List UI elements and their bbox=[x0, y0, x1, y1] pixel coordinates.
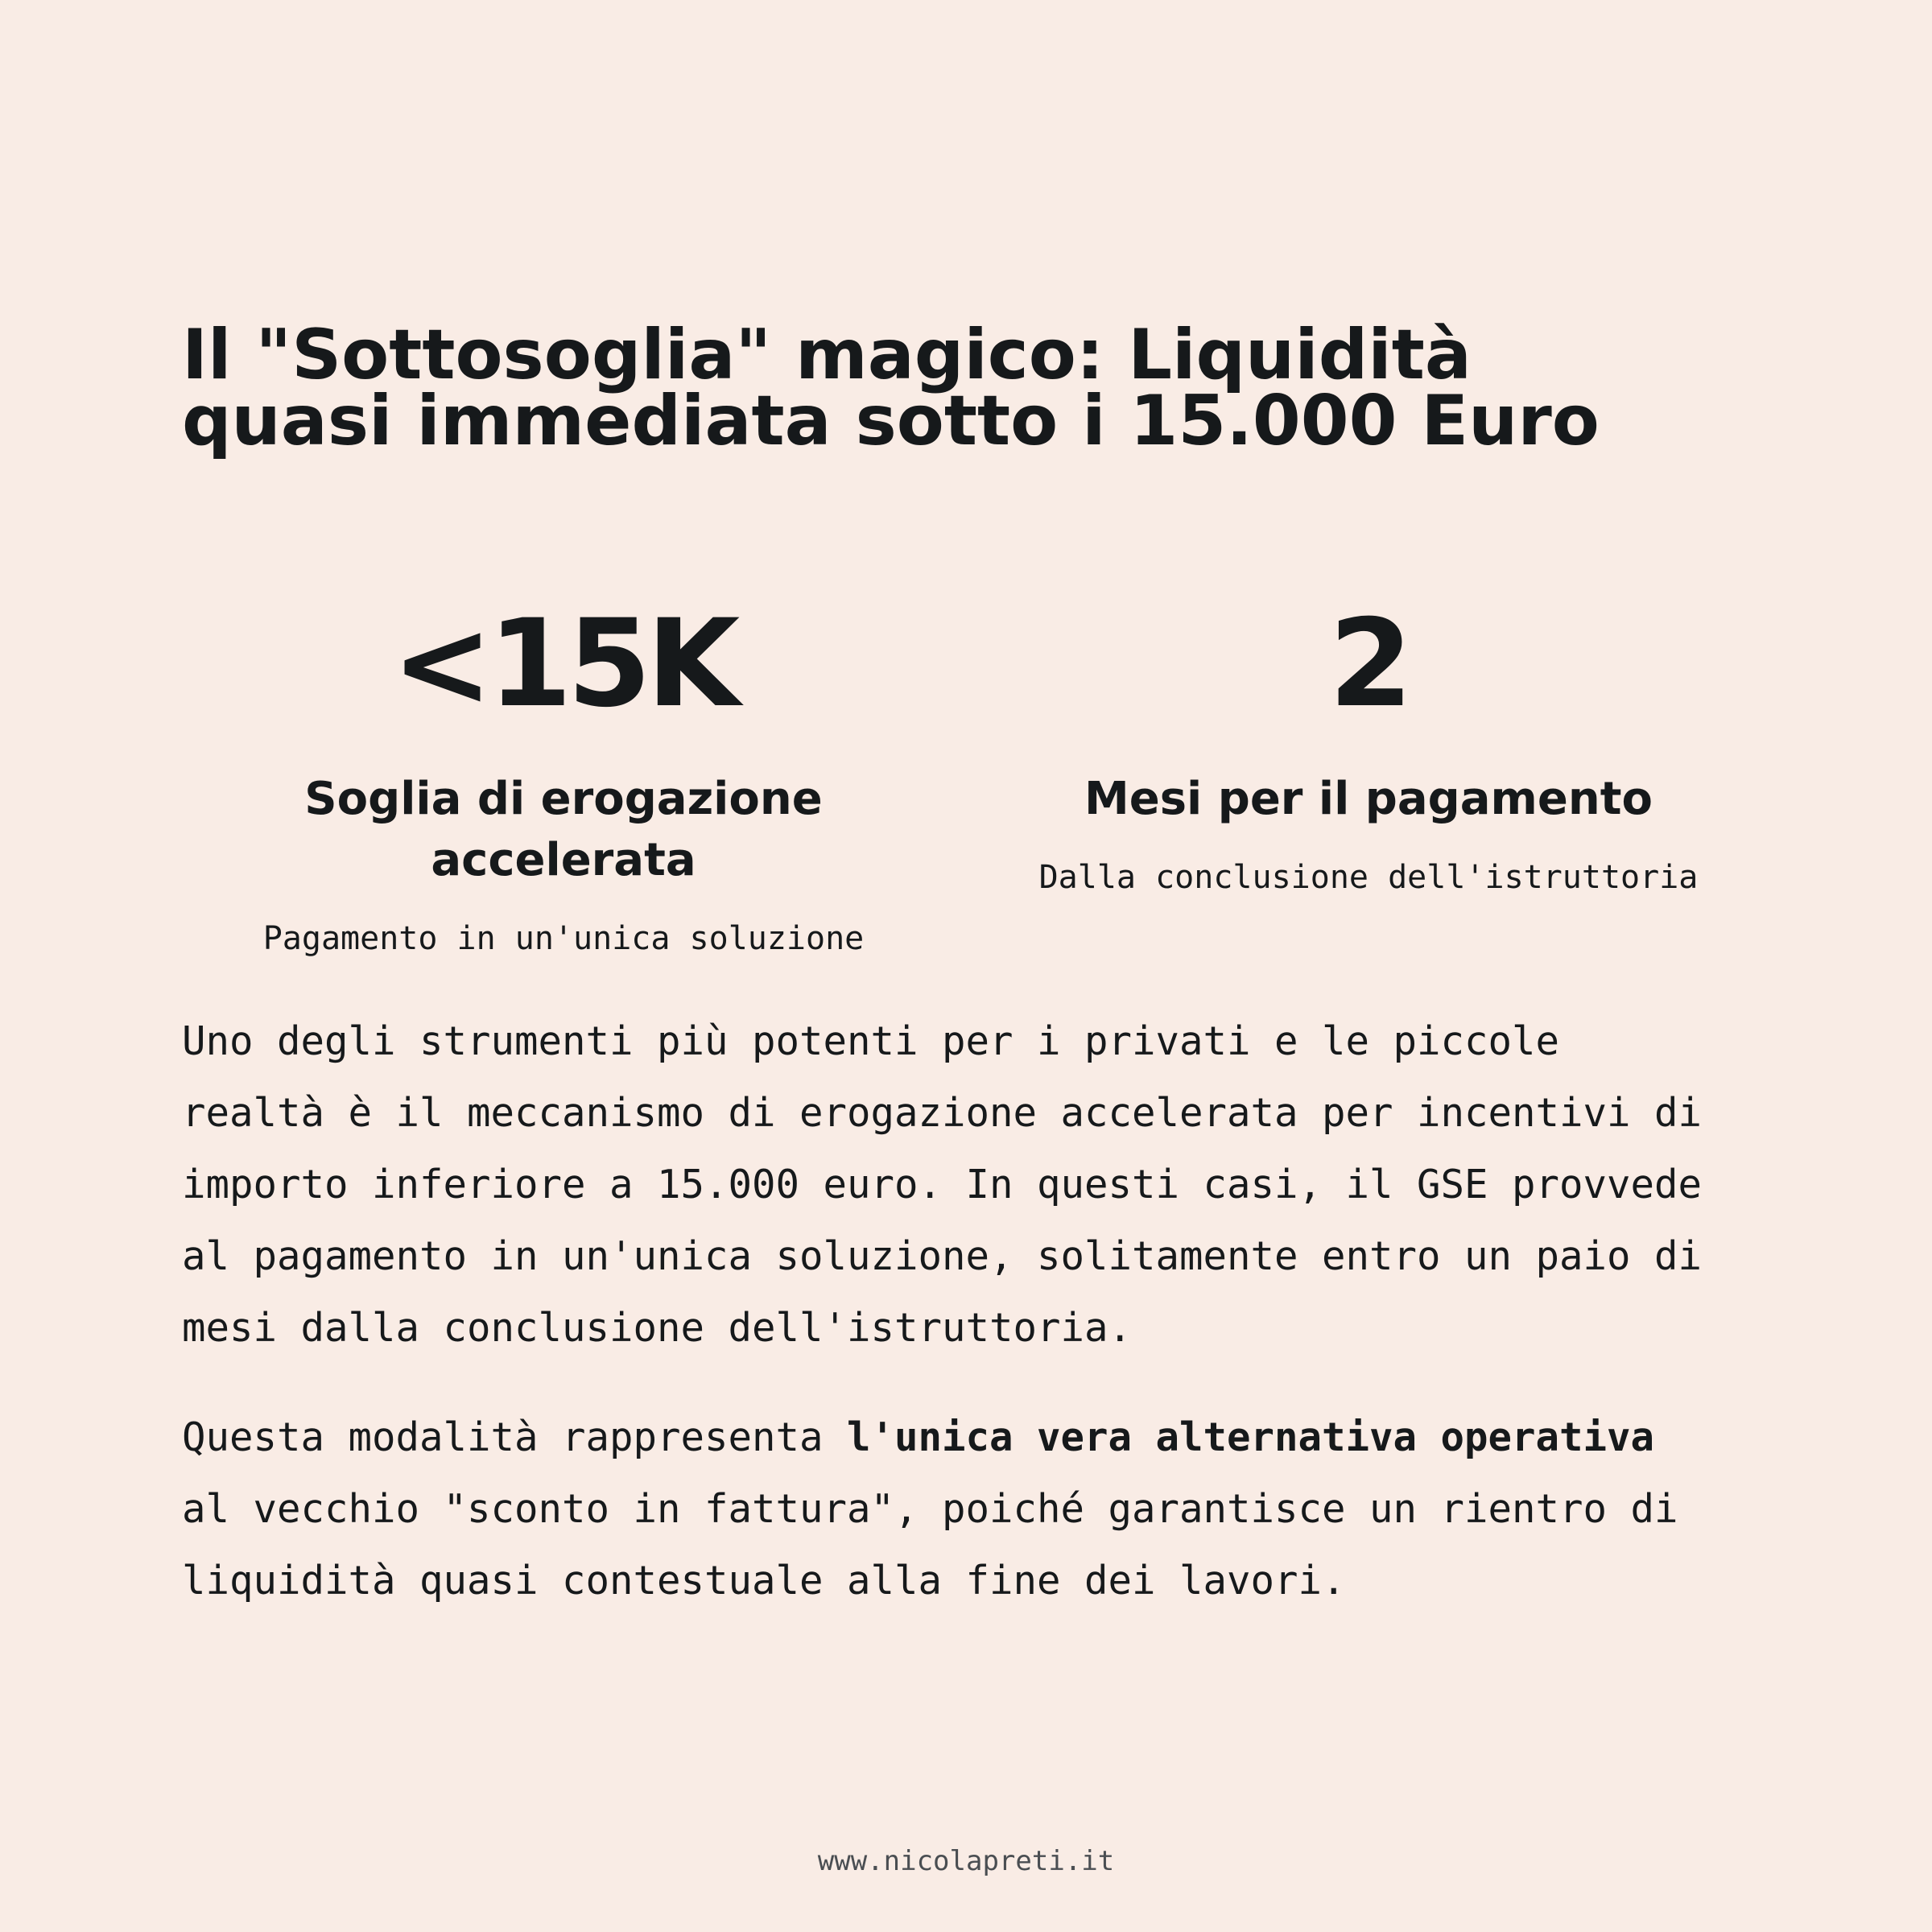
title-line-2: quasi immediata sotto i 15.000 Euro bbox=[182, 381, 1600, 461]
paragraph-2-line bbox=[182, 1402, 1760, 1473]
paragraph-2-line: liquidità quasi contestuale alla fine dei lavori. bbox=[182, 1558, 1346, 1604]
paragraph-1-line: importo inferiore a 15.000 euro. In questi casi, il GSE provvede bbox=[182, 1162, 1703, 1208]
stat-months-label bbox=[1006, 769, 1731, 830]
paragraph-2-line: al vecchio "sconto in fattura", poiché garantisce un rientro di bbox=[182, 1486, 1678, 1532]
stat-threshold-value: <15K bbox=[391, 594, 736, 734]
paragraph-1-line: realtà è il meccanismo di erogazione accelerata per incentivi di bbox=[182, 1090, 1703, 1136]
stat-threshold-label bbox=[242, 769, 886, 891]
paragraph-2-emphasis: l'unica vera alternativa operativa bbox=[847, 1414, 1655, 1460]
paragraph-2-prefix: Questa modalità rappresenta bbox=[182, 1414, 848, 1460]
stat-threshold-label-line-2: accelerata bbox=[431, 834, 696, 886]
footer-website: www.nicolapreti.it bbox=[817, 1845, 1115, 1877]
stat-months-value: 2 bbox=[1328, 594, 1409, 734]
paragraph-1-line: al pagamento in un'unica soluzione, solitamente entro un paio di bbox=[182, 1233, 1703, 1279]
paragraph-1-line: mesi dalla conclusione dell'istruttoria. bbox=[182, 1305, 1133, 1351]
stat-threshold-subtitle: Pagamento in un'unica soluzione bbox=[262, 920, 865, 957]
paragraph-1-line: Uno degli strumenti più potenti per i privati e le piccole bbox=[182, 1018, 1560, 1064]
title-line-1: Il "Sottosoglia" magico: Liquidità bbox=[182, 315, 1472, 395]
body-paragraph-2 bbox=[182, 1402, 1760, 1616]
stat-months-label-line-1: Mesi per il pagamento bbox=[1084, 773, 1653, 825]
stat-months-subtitle: Dalla conclusione dell'istruttoria bbox=[1038, 859, 1699, 896]
page-title bbox=[182, 315, 1792, 461]
body-paragraph-1 bbox=[182, 1005, 1760, 1364]
stat-threshold-label-line-1: Soglia di erogazione bbox=[304, 773, 823, 825]
